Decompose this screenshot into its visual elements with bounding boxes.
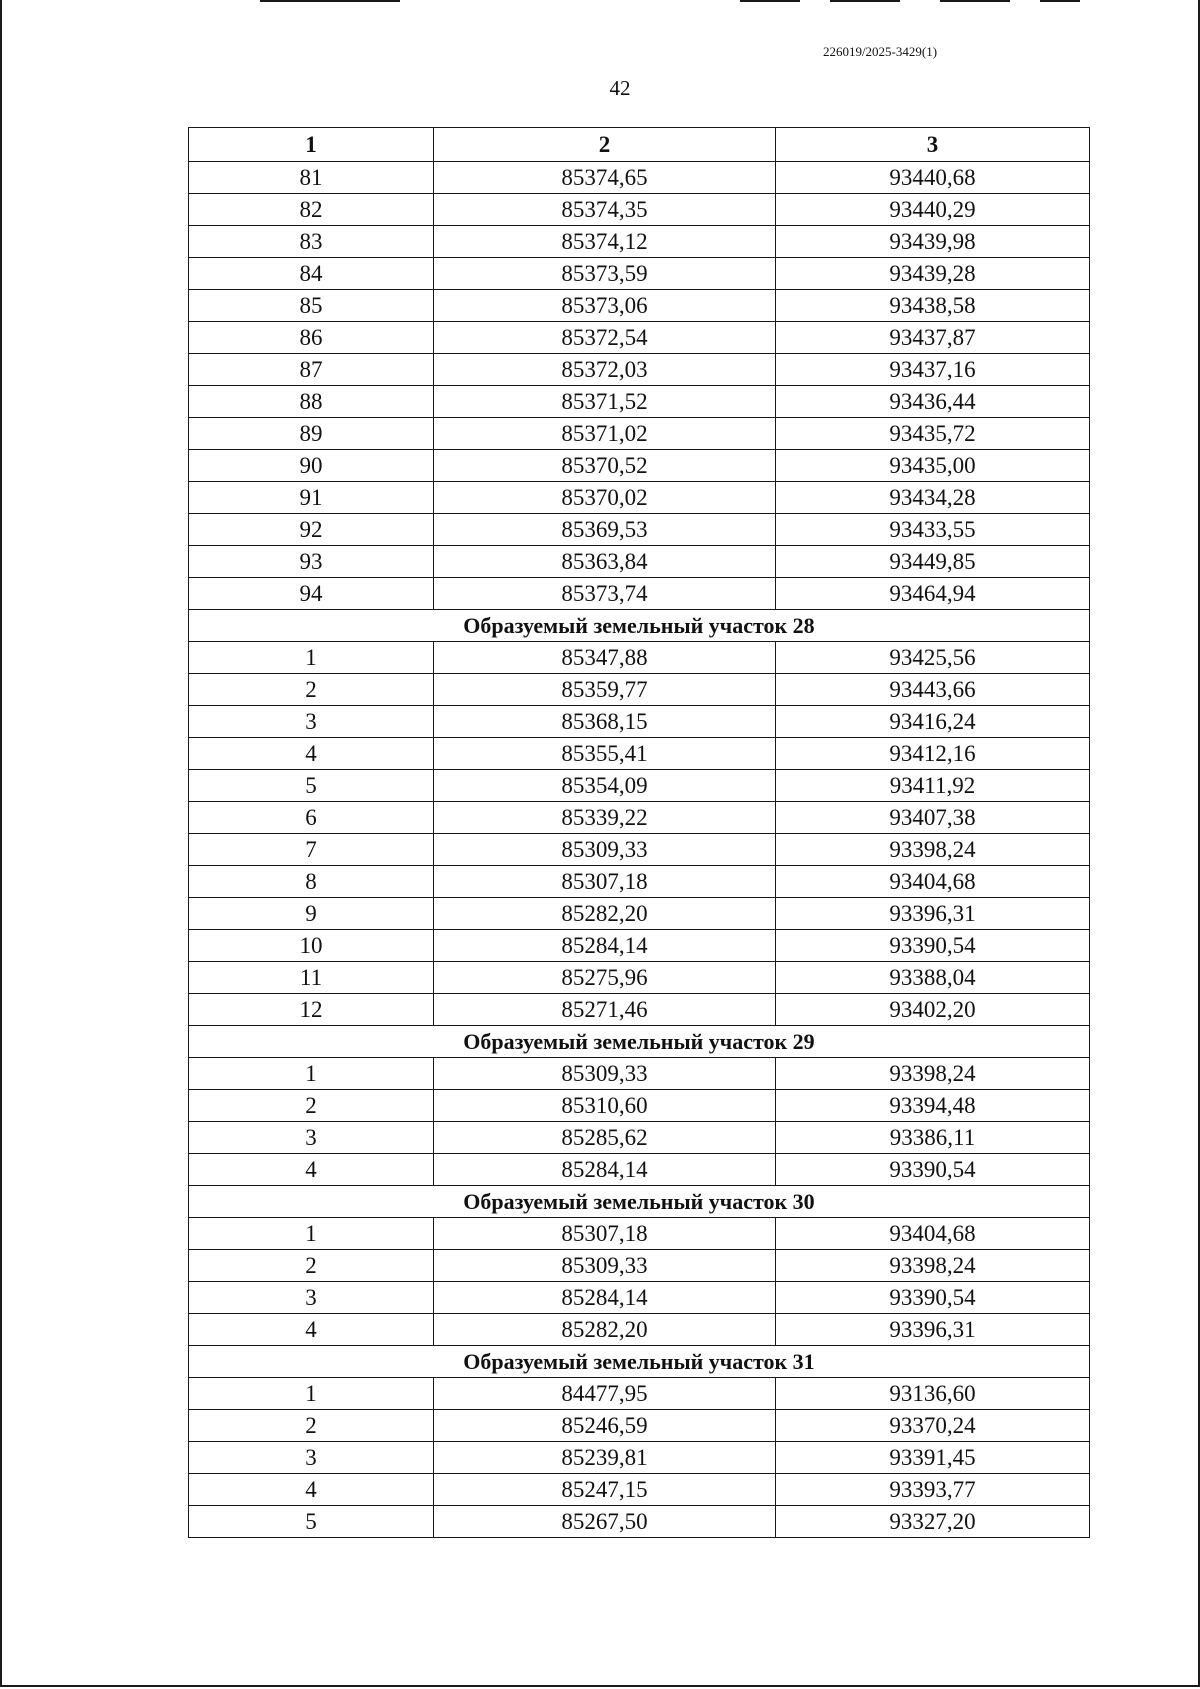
x-coordinate-cell: 85372,03 <box>434 354 776 386</box>
y-coordinate-cell: 93449,85 <box>776 546 1090 578</box>
table-row <box>189 738 1090 770</box>
point-number-cell: 3 <box>189 706 434 738</box>
table-row <box>189 898 1090 930</box>
scan-edge-mark <box>1040 0 1080 2</box>
point-number-cell: 11 <box>189 962 434 994</box>
section-title: Образуемый земельный участок 29 <box>189 1026 1090 1058</box>
x-coordinate-cell: 85370,02 <box>434 482 776 514</box>
scan-edge-mark <box>260 0 400 2</box>
y-coordinate-cell: 93388,04 <box>776 962 1090 994</box>
x-coordinate-cell: 85339,22 <box>434 802 776 834</box>
point-number-cell: 85 <box>189 290 434 322</box>
y-coordinate-cell: 93439,28 <box>776 258 1090 290</box>
table-row <box>189 834 1090 866</box>
table-row <box>189 162 1090 194</box>
y-coordinate-cell: 93433,55 <box>776 514 1090 546</box>
y-coordinate-cell: 93398,24 <box>776 834 1090 866</box>
point-number-cell: 7 <box>189 834 434 866</box>
x-coordinate-cell: 85372,54 <box>434 322 776 354</box>
table-row <box>189 1218 1090 1250</box>
x-coordinate-cell: 85246,59 <box>434 1410 776 1442</box>
point-number-cell: 2 <box>189 674 434 706</box>
table-header-row <box>189 128 1090 162</box>
table-row <box>189 962 1090 994</box>
table-row <box>189 1058 1090 1090</box>
y-coordinate-cell: 93396,31 <box>776 1314 1090 1346</box>
point-number-cell: 1 <box>189 1378 434 1410</box>
y-coordinate-cell: 93390,54 <box>776 1282 1090 1314</box>
table-row <box>189 450 1090 482</box>
point-number-cell: 93 <box>189 546 434 578</box>
point-number-cell: 4 <box>189 1474 434 1506</box>
coordinates-table <box>188 127 1090 1538</box>
x-coordinate-cell: 85284,14 <box>434 930 776 962</box>
y-coordinate-cell: 93394,48 <box>776 1090 1090 1122</box>
point-number-cell: 86 <box>189 322 434 354</box>
y-coordinate-cell: 93393,77 <box>776 1474 1090 1506</box>
y-coordinate-cell: 93435,72 <box>776 418 1090 450</box>
point-number-cell: 12 <box>189 994 434 1026</box>
point-number-cell: 84 <box>189 258 434 290</box>
x-coordinate-cell: 85275,96 <box>434 962 776 994</box>
y-coordinate-cell: 93390,54 <box>776 1154 1090 1186</box>
column-header: 2 <box>434 128 776 162</box>
x-coordinate-cell: 85284,14 <box>434 1154 776 1186</box>
table-body <box>189 162 1090 1538</box>
table-row <box>189 482 1090 514</box>
y-coordinate-cell: 93136,60 <box>776 1378 1090 1410</box>
x-coordinate-cell: 85368,15 <box>434 706 776 738</box>
section-title: Образуемый земельный участок 30 <box>189 1186 1090 1218</box>
x-coordinate-cell: 85371,52 <box>434 386 776 418</box>
y-coordinate-cell: 93412,16 <box>776 738 1090 770</box>
table-row <box>189 674 1090 706</box>
point-number-cell: 2 <box>189 1090 434 1122</box>
y-coordinate-cell: 93386,11 <box>776 1122 1090 1154</box>
point-number-cell: 6 <box>189 802 434 834</box>
table-row <box>189 194 1090 226</box>
y-coordinate-cell: 93407,38 <box>776 802 1090 834</box>
scan-edge-mark <box>740 0 800 2</box>
table-row <box>189 642 1090 674</box>
y-coordinate-cell: 93398,24 <box>776 1058 1090 1090</box>
point-number-cell: 8 <box>189 866 434 898</box>
x-coordinate-cell: 85282,20 <box>434 898 776 930</box>
table-row <box>189 418 1090 450</box>
point-number-cell: 3 <box>189 1122 434 1154</box>
y-coordinate-cell: 93437,87 <box>776 322 1090 354</box>
table-row <box>189 802 1090 834</box>
table-row <box>189 1282 1090 1314</box>
scan-edge-mark <box>940 0 1010 2</box>
point-number-cell: 3 <box>189 1442 434 1474</box>
table-row <box>189 1122 1090 1154</box>
y-coordinate-cell: 93391,45 <box>776 1442 1090 1474</box>
y-coordinate-cell: 93443,66 <box>776 674 1090 706</box>
point-number-cell: 9 <box>189 898 434 930</box>
y-coordinate-cell: 93327,20 <box>776 1506 1090 1538</box>
x-coordinate-cell: 85374,35 <box>434 194 776 226</box>
x-coordinate-cell: 85309,33 <box>434 1250 776 1282</box>
y-coordinate-cell: 93416,24 <box>776 706 1090 738</box>
point-number-cell: 5 <box>189 1506 434 1538</box>
point-number-cell: 2 <box>189 1410 434 1442</box>
point-number-cell: 91 <box>189 482 434 514</box>
scan-edge-mark <box>830 0 900 2</box>
y-coordinate-cell: 93370,24 <box>776 1410 1090 1442</box>
y-coordinate-cell: 93435,00 <box>776 450 1090 482</box>
y-coordinate-cell: 93402,20 <box>776 994 1090 1026</box>
x-coordinate-cell: 85309,33 <box>434 1058 776 1090</box>
table-row <box>189 1506 1090 1538</box>
point-number-cell: 87 <box>189 354 434 386</box>
y-coordinate-cell: 93398,24 <box>776 1250 1090 1282</box>
table-row <box>189 706 1090 738</box>
table-row <box>189 578 1090 610</box>
x-coordinate-cell: 85363,84 <box>434 546 776 578</box>
section-title-row <box>189 1186 1090 1218</box>
point-number-cell: 81 <box>189 162 434 194</box>
y-coordinate-cell: 93436,44 <box>776 386 1090 418</box>
x-coordinate-cell: 85371,02 <box>434 418 776 450</box>
x-coordinate-cell: 85285,62 <box>434 1122 776 1154</box>
table-row <box>189 386 1090 418</box>
table-row <box>189 1410 1090 1442</box>
table-row <box>189 290 1090 322</box>
point-number-cell: 90 <box>189 450 434 482</box>
table-row <box>189 1314 1090 1346</box>
section-title-row <box>189 610 1090 642</box>
y-coordinate-cell: 93396,31 <box>776 898 1090 930</box>
section-title-row <box>189 1026 1090 1058</box>
table-row <box>189 994 1090 1026</box>
x-coordinate-cell: 85310,60 <box>434 1090 776 1122</box>
x-coordinate-cell: 85370,52 <box>434 450 776 482</box>
table-row <box>189 866 1090 898</box>
section-title: Образуемый земельный участок 28 <box>189 610 1090 642</box>
y-coordinate-cell: 93439,98 <box>776 226 1090 258</box>
point-number-cell: 89 <box>189 418 434 450</box>
x-coordinate-cell: 84477,95 <box>434 1378 776 1410</box>
table-row <box>189 1090 1090 1122</box>
x-coordinate-cell: 85369,53 <box>434 514 776 546</box>
x-coordinate-cell: 85374,12 <box>434 226 776 258</box>
x-coordinate-cell: 85309,33 <box>434 834 776 866</box>
y-coordinate-cell: 93464,94 <box>776 578 1090 610</box>
x-coordinate-cell: 85347,88 <box>434 642 776 674</box>
x-coordinate-cell: 85267,50 <box>434 1506 776 1538</box>
point-number-cell: 83 <box>189 226 434 258</box>
x-coordinate-cell: 85307,18 <box>434 1218 776 1250</box>
table-row <box>189 1154 1090 1186</box>
x-coordinate-cell: 85354,09 <box>434 770 776 802</box>
table-row <box>189 770 1090 802</box>
y-coordinate-cell: 93437,16 <box>776 354 1090 386</box>
x-coordinate-cell: 85373,59 <box>434 258 776 290</box>
y-coordinate-cell: 93411,92 <box>776 770 1090 802</box>
point-number-cell: 3 <box>189 1282 434 1314</box>
section-title: Образуемый земельный участок 31 <box>189 1346 1090 1378</box>
point-number-cell: 94 <box>189 578 434 610</box>
point-number-cell: 1 <box>189 642 434 674</box>
y-coordinate-cell: 93404,68 <box>776 1218 1090 1250</box>
point-number-cell: 1 <box>189 1218 434 1250</box>
point-number-cell: 92 <box>189 514 434 546</box>
y-coordinate-cell: 93440,68 <box>776 162 1090 194</box>
point-number-cell: 4 <box>189 1154 434 1186</box>
table-row <box>189 226 1090 258</box>
x-coordinate-cell: 85282,20 <box>434 1314 776 1346</box>
x-coordinate-cell: 85247,15 <box>434 1474 776 1506</box>
x-coordinate-cell: 85307,18 <box>434 866 776 898</box>
table-row <box>189 1250 1090 1282</box>
y-coordinate-cell: 93434,28 <box>776 482 1090 514</box>
y-coordinate-cell: 93425,56 <box>776 642 1090 674</box>
x-coordinate-cell: 85373,06 <box>434 290 776 322</box>
x-coordinate-cell: 85374,65 <box>434 162 776 194</box>
column-header: 1 <box>189 128 434 162</box>
table-row <box>189 354 1090 386</box>
x-coordinate-cell: 85373,74 <box>434 578 776 610</box>
page-number: 42 <box>609 76 631 100</box>
table-row <box>189 258 1090 290</box>
point-number-cell: 10 <box>189 930 434 962</box>
table-row <box>189 322 1090 354</box>
document-id: 226019/2025-3429(1) <box>822 44 938 59</box>
x-coordinate-cell: 85271,46 <box>434 994 776 1026</box>
table-row <box>189 1474 1090 1506</box>
point-number-cell: 1 <box>189 1058 434 1090</box>
point-number-cell: 88 <box>189 386 434 418</box>
y-coordinate-cell: 93390,54 <box>776 930 1090 962</box>
table-row <box>189 1378 1090 1410</box>
x-coordinate-cell: 85359,77 <box>434 674 776 706</box>
table-row <box>189 546 1090 578</box>
table-row <box>189 1442 1090 1474</box>
table-row <box>189 514 1090 546</box>
y-coordinate-cell: 93440,29 <box>776 194 1090 226</box>
point-number-cell: 82 <box>189 194 434 226</box>
point-number-cell: 5 <box>189 770 434 802</box>
point-number-cell: 4 <box>189 738 434 770</box>
point-number-cell: 2 <box>189 1250 434 1282</box>
x-coordinate-cell: 85284,14 <box>434 1282 776 1314</box>
y-coordinate-cell: 93404,68 <box>776 866 1090 898</box>
x-coordinate-cell: 85239,81 <box>434 1442 776 1474</box>
y-coordinate-cell: 93438,58 <box>776 290 1090 322</box>
x-coordinate-cell: 85355,41 <box>434 738 776 770</box>
section-title-row <box>189 1346 1090 1378</box>
table-row <box>189 930 1090 962</box>
point-number-cell: 4 <box>189 1314 434 1346</box>
column-header: 3 <box>776 128 1090 162</box>
